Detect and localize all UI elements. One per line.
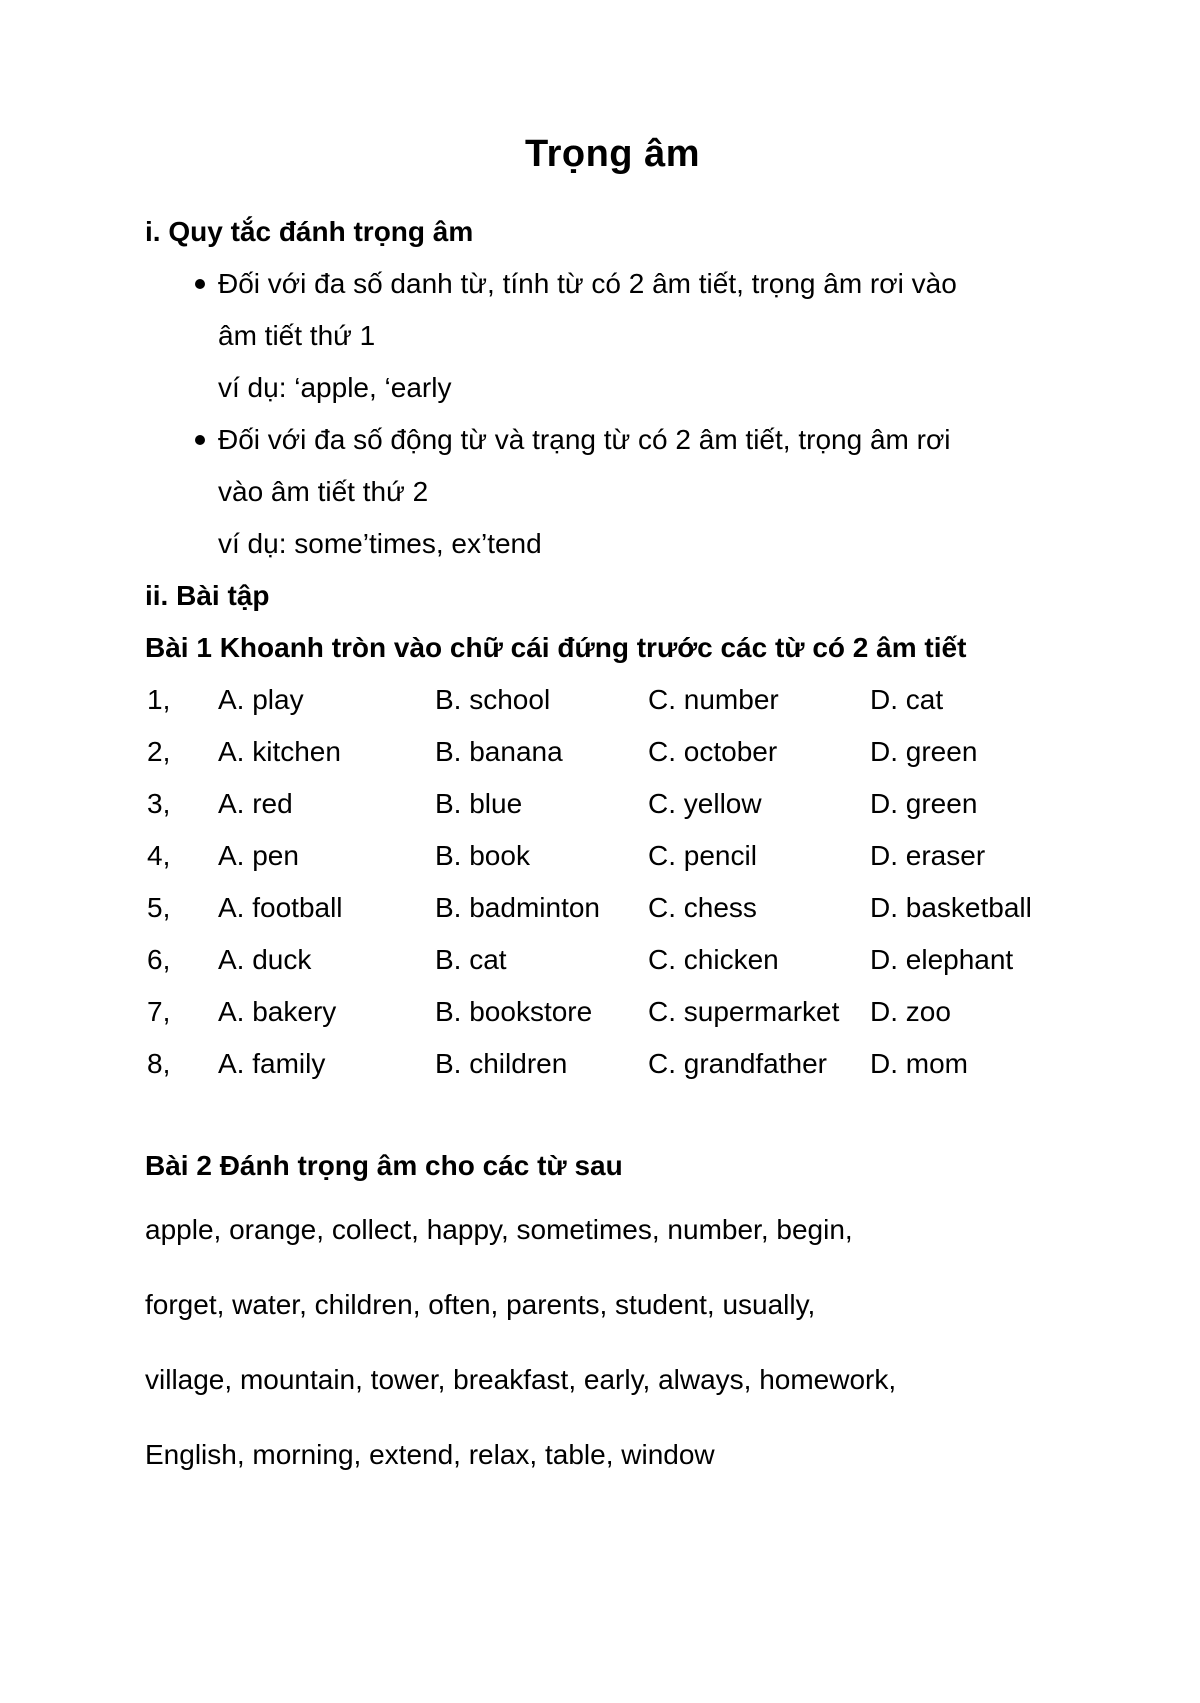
row-number: 5, [147,892,171,923]
row-number: 3, [147,788,171,819]
document-title: Trọng âm [524,133,701,175]
option-b: B. school [435,684,551,715]
row-number: 2, [147,736,171,767]
table-row [145,830,1080,882]
row-number: 8, [147,1048,171,1079]
bullet-icon [195,279,205,289]
option-b: B. children [435,1048,568,1079]
table-row [145,1038,1080,1090]
word-list-line: village, mountain, tower, breakfast, early, always, homework, [145,1364,897,1395]
row-number: 4, [147,840,171,871]
rule-2-line-2: vào âm tiết thứ 2 [218,476,429,507]
word-list-line: apple, orange, collect, happy, sometimes, number, begin, [145,1214,853,1245]
option-a: A. pen [218,840,299,871]
option-b: B. book [435,840,530,871]
option-a: A. bakery [218,996,337,1027]
option-d: D. green [870,788,978,819]
exercise-2-heading: Bài 2 Đánh trọng âm cho các từ sau [145,1150,623,1181]
option-c: C. october [648,736,778,767]
rule-1-line-1: Đối với đa số danh từ, tính từ có 2 âm tiết, trọng âm rơi vào [218,268,957,299]
option-d: D. basketball [870,892,1032,923]
option-d: D. zoo [870,996,951,1027]
option-b: B. cat [435,944,507,975]
rule-bullet-1 [145,258,1080,414]
option-c: C. yellow [648,788,762,819]
table-row [145,778,1080,830]
rule-1-example: ví dụ: ‘apple, ‘early [218,372,452,403]
table-row [145,674,1080,726]
option-c: C. chicken [648,944,779,975]
option-c: C. pencil [648,840,757,871]
row-number: 1, [147,684,171,715]
option-c: C. chess [648,892,757,923]
table-row [145,934,1080,986]
option-a: A. red [218,788,293,819]
option-d: D. cat [870,684,944,715]
rule-1-line-2: âm tiết thứ 1 [218,320,376,351]
option-b: B. banana [435,736,563,767]
option-b: B. bookstore [435,996,593,1027]
option-a: A. family [218,1048,326,1079]
exercise-1-heading: Bài 1 Khoanh tròn vào chữ cái đứng trước các từ có 2 âm tiết [145,632,967,663]
table-row [145,882,1080,934]
rule-2-example: ví dụ: some’times, ex’tend [218,528,542,559]
option-a: A. play [218,684,304,715]
bullet-icon [195,435,205,445]
rules-heading: i. Quy tắc đánh trọng âm [145,216,474,247]
option-a: A. duck [218,944,312,975]
option-a: A. football [218,892,343,923]
option-d: D. elephant [870,944,1014,975]
exercise-1-rows [145,674,1080,1090]
option-c: C. grandfather [648,1048,827,1079]
table-row [145,986,1080,1038]
rule-bullet-2 [145,414,1080,570]
exercise-2 [145,1140,1080,1492]
option-b: B. blue [435,788,523,819]
option-d: D. mom [870,1048,968,1079]
option-c: C. number [648,684,779,715]
word-list-line: forget, water, children, often, parents, student, usually, [145,1289,816,1320]
word-list-line: English, morning, extend, relax, table, window [145,1439,715,1470]
row-number: 7, [147,996,171,1027]
row-number: 6, [147,944,171,975]
option-b: B. badminton [435,892,600,923]
option-d: D. eraser [870,840,986,871]
option-a: A. kitchen [218,736,341,767]
option-d: D. green [870,736,978,767]
option-c: C. supermarket [648,996,840,1027]
exercises-heading: ii. Bài tập [145,580,270,611]
table-row [145,726,1080,778]
rule-2-line-1: Đối với đa số động từ và trạng từ có 2 âm tiết, trọng âm rơi [218,424,951,455]
